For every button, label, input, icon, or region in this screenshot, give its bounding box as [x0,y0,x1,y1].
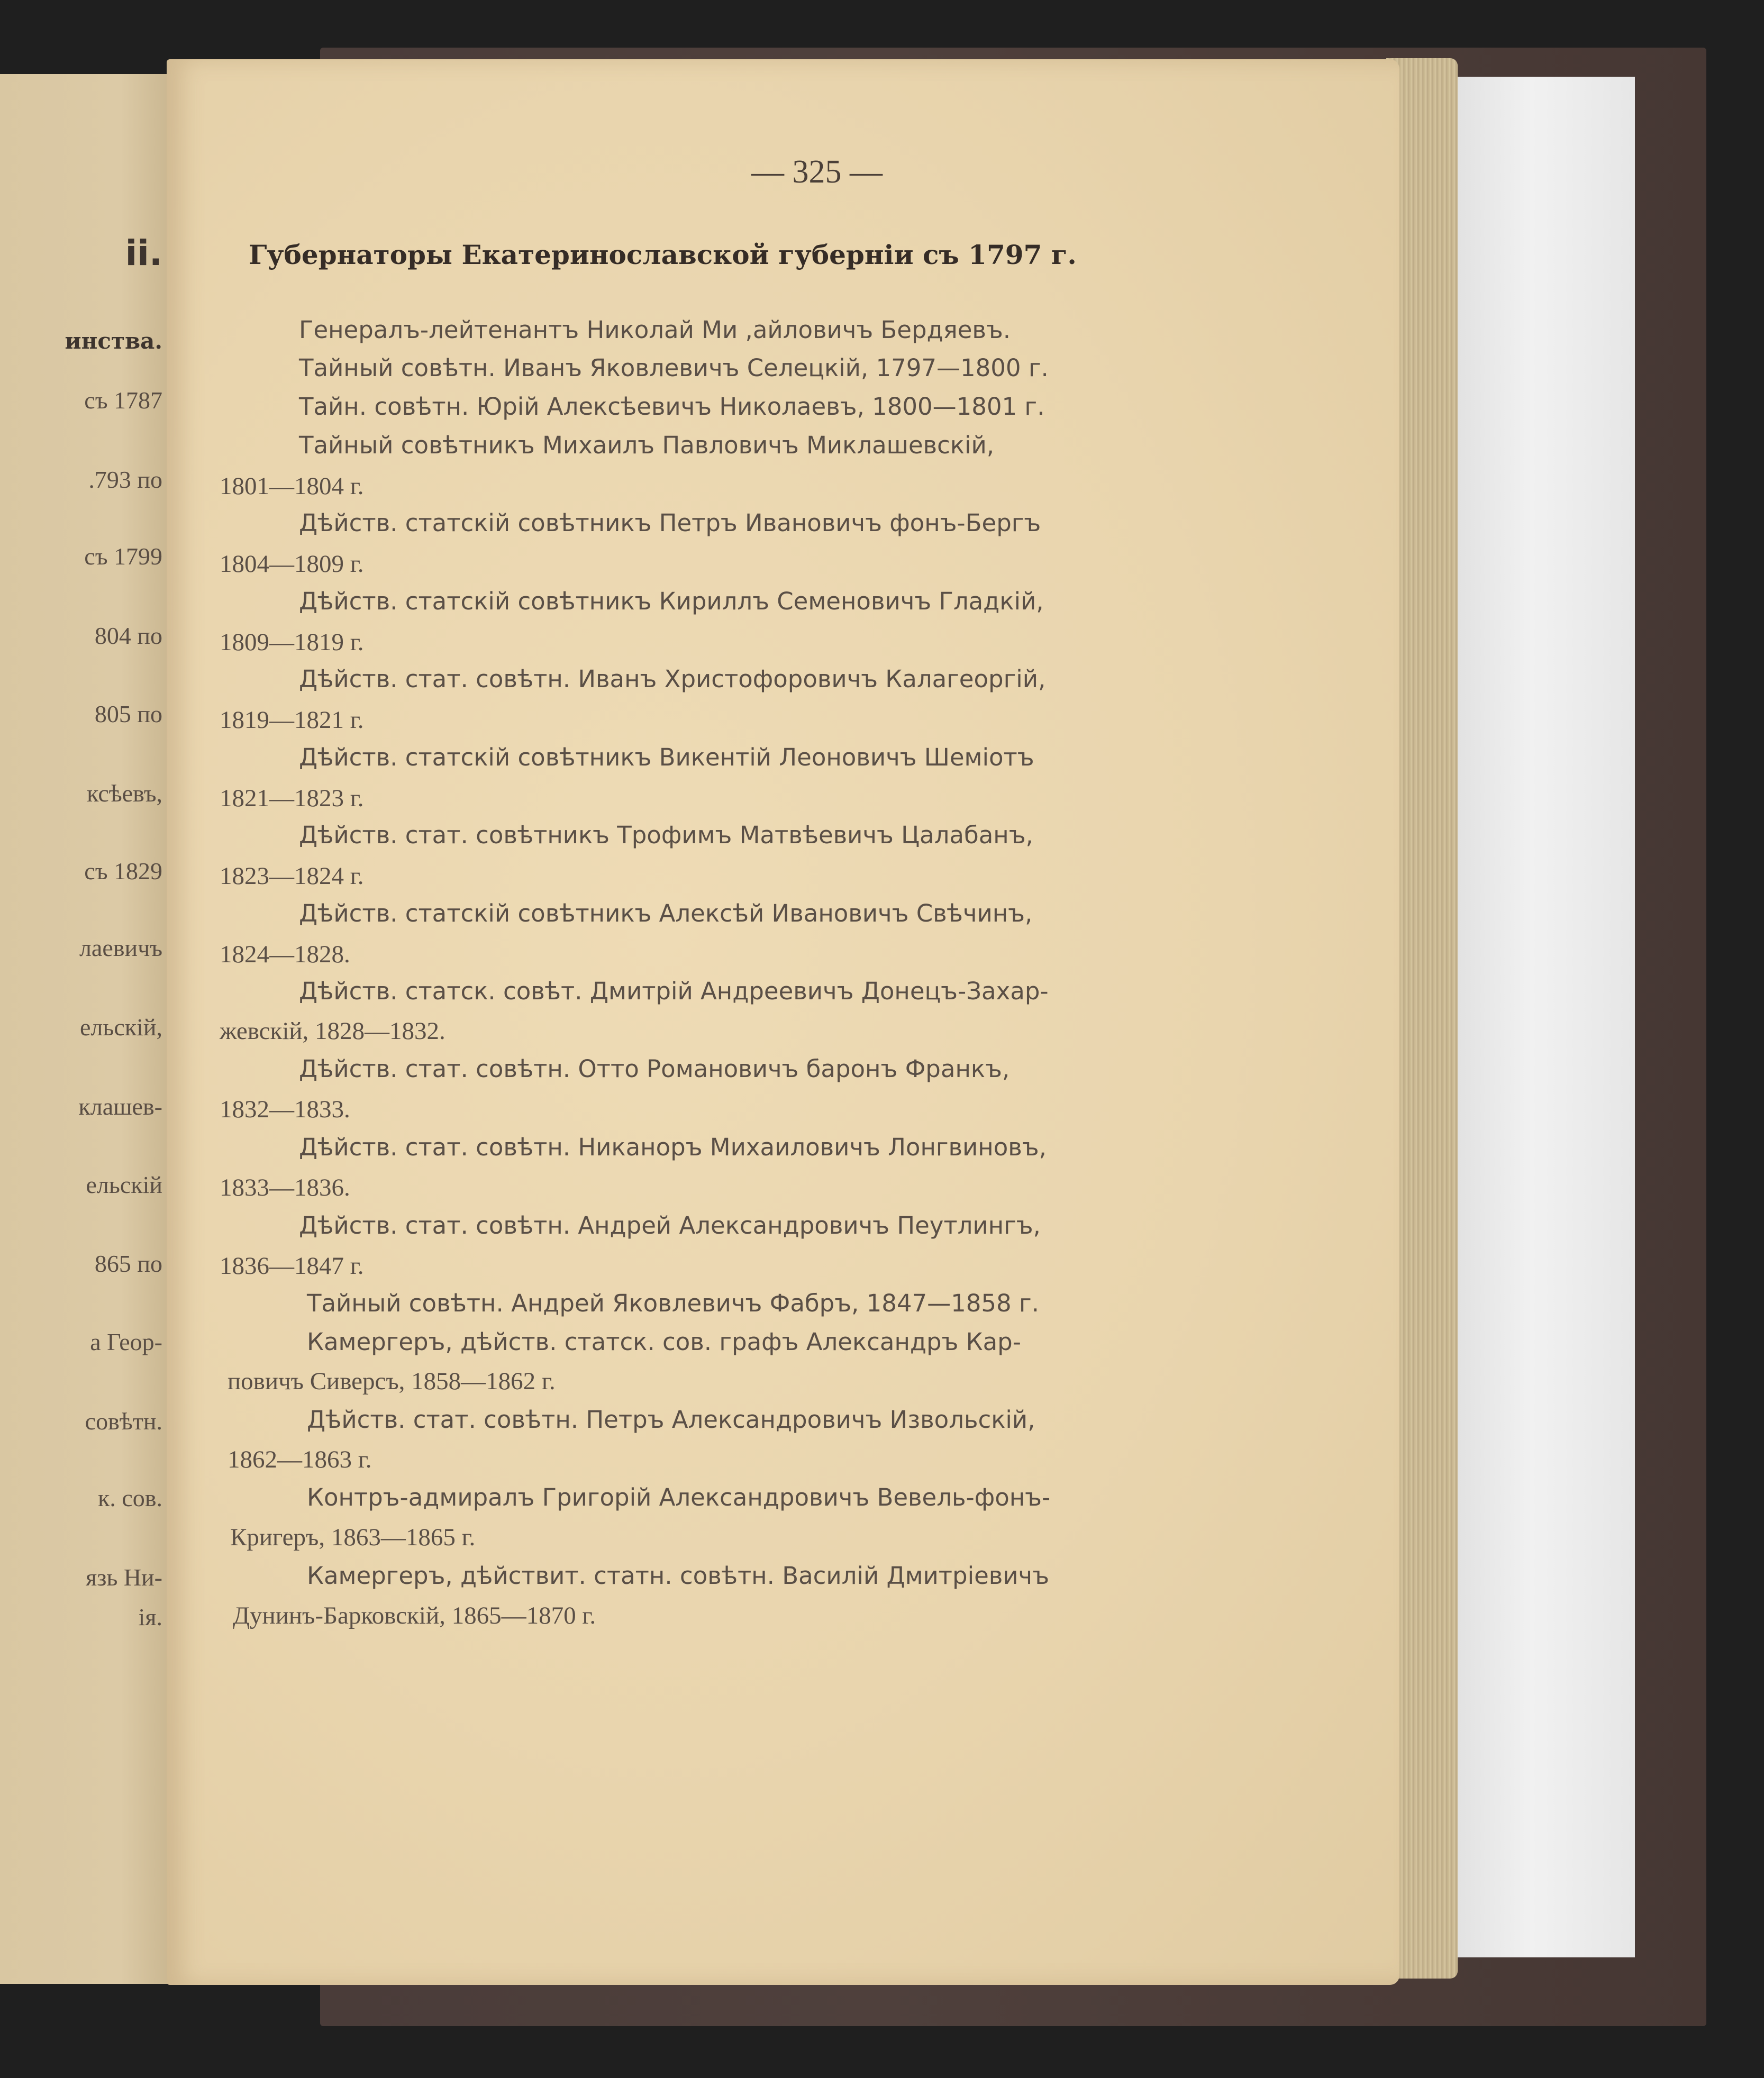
left-page-line: 805 по [94,700,162,727]
left-page-line: съ 1799 [84,543,162,570]
left-page-line: клашев- [78,1093,162,1120]
text-line: 1833—1836. [220,1174,350,1201]
text-line: Дѣйств. статскій совѣтникъ Петръ Ивановичъ фонъ-Бергъ [299,509,1041,537]
text-line: 1801—1804 г. [220,472,364,500]
left-page-line: съ 1829 [84,858,162,885]
text-line: Дѣйств. стат. совѣтн. Петръ Александровичъ Извольскій, [307,1406,1035,1434]
text-line: Контръ-адмиралъ Григорій Александровичъ Вевель-фонъ- [307,1483,1051,1511]
left-page-line: .793 по [88,466,162,493]
text-line: 1832—1833. [220,1096,350,1123]
text-line: 1824—1828. [220,941,350,968]
left-page-line: к. сов. [98,1484,162,1511]
text-line: 1804—1809 г. [220,550,364,578]
text-line: Дѣйств. стат. совѣтникъ Трофимъ Матвѣевичъ Цалабанъ, [299,821,1033,849]
left-page-line: лаевичъ [79,934,162,961]
left-page-line: ельскій [86,1171,162,1198]
text-line: 1862—1863 г. [228,1446,372,1473]
text-line: Дѣйств. статскій совѣтникъ Викентій Леоновичъ Шеміотъ [299,743,1034,771]
text-line: Тайн. совѣтн. Юрій Алексѣевичъ Николаевъ, 1800—1801 г. [299,393,1045,421]
text-line: 1836—1847 г. [220,1252,364,1280]
text-line: Дѣйств. статскій совѣтникъ Алексѣй Ивановичъ Свѣчинъ, [299,899,1033,927]
left-page-line: ксѣевъ, [87,780,162,807]
text-line: Дѣйств. статскій совѣтникъ Кириллъ Семеновичъ Гладкій, [299,587,1044,615]
text-line: 1821—1823 г. [220,785,364,812]
page-number: — 325 — [751,154,883,190]
text-line: Тайный совѣтн. Иванъ Яковлевичъ Селецкій, 1797—1800 г. [299,354,1049,382]
text-line: Дѣйств. стат. совѣтн. Никаноръ Михаиловичъ Лонгвиновъ, [299,1133,1047,1161]
text-line: 1809—1819 г. [220,628,364,656]
text-line: Дѣйств. стат. совѣтн. Иванъ Христофоровичъ Калагеоргій, [299,665,1046,693]
text-line: 1819—1821 г. [220,706,364,734]
white-backing-sheet [1429,77,1635,1957]
left-page-line: съ 1787 [84,387,162,414]
text-line: Тайный совѣтникъ Михаилъ Павловичъ Миклашевскій, [299,431,995,459]
left-page-line: совѣтн. [85,1408,162,1435]
text-line: Дѣйств. статск. совѣт. Дмитрій Андреевичъ Донецъ-Захар- [299,977,1049,1005]
text-line: Камергеръ, дѣйств. статск. сов. графъ Александръ Кар- [307,1328,1021,1356]
text-line: жевскій, 1828—1832. [220,1017,445,1045]
left-page-line: ii. [125,233,162,274]
main-page [167,59,1399,1985]
text-line: 1823—1824 г. [220,862,364,890]
text-line: Кригеръ, 1863—1865 г. [230,1524,476,1551]
text-line: Дѣйств. стат. совѣтн. Андрей Александровичъ Пеутлингъ, [299,1211,1041,1239]
text-line: Генералъ-лейтенантъ Николай Ми ,айловичъ Бердяевъ. [299,316,1011,344]
left-page-line: инства. [65,328,162,354]
text-line: Тайный совѣтн. Андрей Яковлевичъ Фабръ, 1847—1858 г. [307,1289,1039,1317]
left-page [0,74,172,1984]
text-line: Дунинъ-Барковскій, 1865—1870 г. [233,1602,596,1629]
left-page-line: ія. [138,1603,162,1630]
left-page-line: а Геор- [90,1328,162,1355]
left-page-line: язь Ни- [86,1564,162,1591]
left-page-line: ельскій, [79,1014,162,1041]
text-line: Камергеръ, дѣйствит. статн. совѣтн. Василій Дмитріевичъ [307,1562,1049,1590]
left-page-line: 804 по [94,622,162,649]
page-title: Губернаторы Екатеринославской губерніи съ 1797 г. [249,239,1077,270]
left-page-line: 865 по [94,1250,162,1277]
text-line: повичъ Сиверсъ, 1858—1862 г. [228,1368,556,1395]
text-line: Дѣйств. стат. совѣтн. Отто Романовичъ баронъ Франкъ, [299,1055,1010,1083]
